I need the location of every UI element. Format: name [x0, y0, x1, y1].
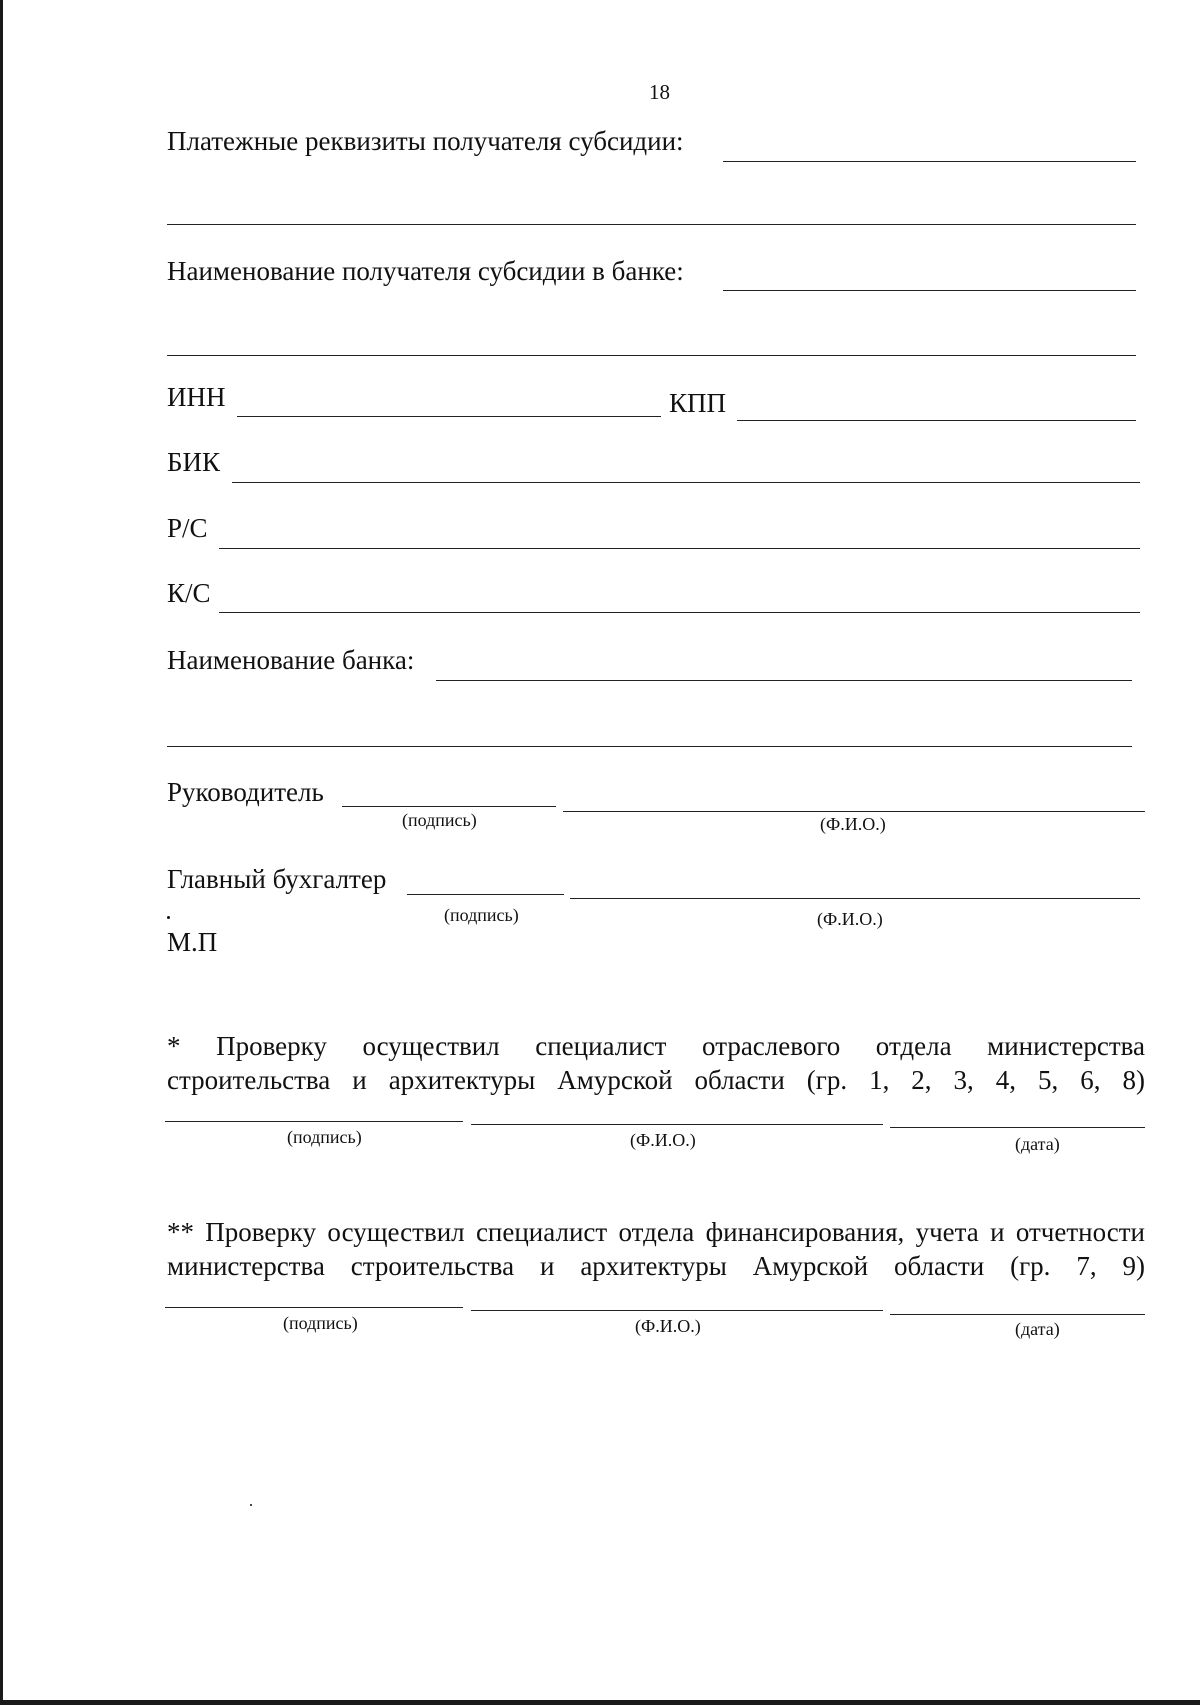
recipient-name-label: Наименование получателя субсидии в банке:: [167, 256, 684, 286]
rs-field[interactable]: [219, 548, 1140, 549]
chief-accountant-name-field[interactable]: [570, 898, 1140, 899]
bik-label: БИК: [167, 447, 221, 477]
check2-name-field[interactable]: [471, 1310, 883, 1311]
check2-name-caption: (Ф.И.О.): [635, 1316, 701, 1336]
chief-accountant-signature-caption: (подпись): [444, 905, 519, 925]
rs-label: Р/С: [167, 513, 208, 543]
inn-field[interactable]: [237, 416, 661, 417]
dot-mark: [167, 916, 170, 919]
check2-text-line1: ** Проверку осуществил специалист отдела финансирования, учета и отчетности: [167, 1217, 1145, 1247]
chief-accountant-signature-field[interactable]: [407, 894, 564, 895]
head-signature-field[interactable]: [342, 806, 556, 807]
page-number: 18: [649, 80, 670, 104]
stamp-place: М.П: [167, 927, 218, 957]
ks-field[interactable]: [219, 612, 1140, 613]
bank-name-field-2[interactable]: [167, 746, 1132, 747]
check1-date-field[interactable]: [890, 1127, 1145, 1128]
check1-date-caption: (дата): [1015, 1134, 1060, 1154]
check2-signature-caption: (подпись): [283, 1313, 358, 1333]
check2-signature-field[interactable]: [165, 1307, 463, 1308]
kpp-label: КПП: [669, 388, 727, 418]
check2-date-field[interactable]: [890, 1314, 1145, 1315]
bik-field[interactable]: [232, 482, 1140, 483]
ks-label: К/С: [167, 578, 211, 608]
check2-text-line2: министерства строительства и архитектуры Амурской области (гр. 7, 9): [167, 1251, 1145, 1281]
head-name-field[interactable]: [563, 811, 1145, 812]
check2-date-caption: (дата): [1015, 1319, 1060, 1339]
inn-label: ИНН: [167, 382, 226, 412]
head-label: Руководитель: [167, 777, 324, 807]
chief-accountant-label: Главный бухгалтер: [167, 864, 387, 894]
recipient-name-field[interactable]: [723, 290, 1136, 291]
payment-details-label: Платежные реквизиты получателя субсидии:: [167, 126, 684, 156]
head-signature-caption: (подпись): [402, 810, 477, 830]
check1-signature-caption: (подпись): [287, 1127, 362, 1147]
chief-accountant-name-caption: (Ф.И.О.): [817, 909, 883, 929]
check1-text-line1: * Проверку осуществил специалист отраслевого отдела министерства: [167, 1031, 1145, 1061]
recipient-name-field-2[interactable]: [167, 355, 1136, 356]
head-name-caption: (Ф.И.О.): [820, 814, 886, 834]
check1-name-caption: (Ф.И.О.): [630, 1130, 696, 1150]
scan-speck: [250, 1504, 252, 1506]
payment-details-field[interactable]: [723, 161, 1136, 162]
scan-border-bottom: [0, 1700, 1200, 1705]
bank-name-label: Наименование банка:: [167, 645, 415, 675]
payment-details-field-2[interactable]: [167, 224, 1136, 225]
bank-name-field[interactable]: [436, 680, 1132, 681]
kpp-field[interactable]: [737, 420, 1136, 421]
check1-signature-field[interactable]: [165, 1121, 463, 1122]
scan-border-left: [0, 0, 3, 1705]
check1-text-line2: строительства и архитектуры Амурской области (гр. 1, 2, 3, 4, 5, 6, 8): [167, 1065, 1145, 1095]
check1-name-field[interactable]: [471, 1124, 883, 1125]
